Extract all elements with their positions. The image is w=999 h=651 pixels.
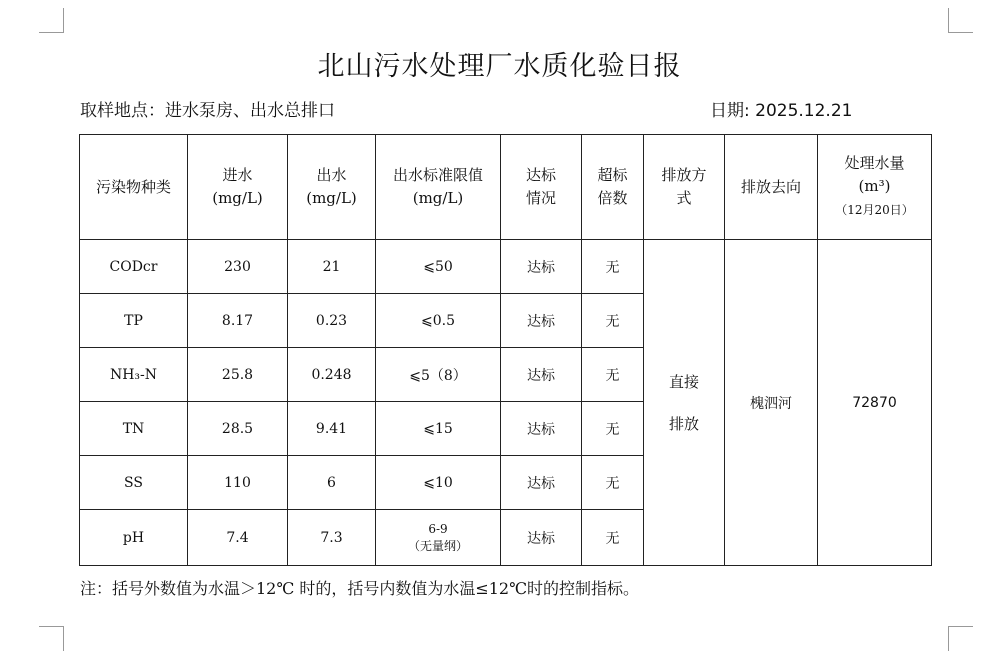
cell-limit: ⩽0.5 bbox=[376, 294, 501, 348]
footnote: 注：括号外数值为水温＞12℃ 时的，括号内数值为水温≤12℃时的控制指标。 bbox=[80, 579, 640, 598]
header-compliance: 达标 情况 bbox=[501, 135, 582, 240]
cell-limit: ⩽5（8） bbox=[376, 348, 501, 402]
cell-pollutant: TN bbox=[80, 402, 188, 456]
cell-limit: ⩽50 bbox=[376, 240, 501, 294]
cell-pollutant: pH bbox=[80, 510, 188, 566]
cell-compliance: 达标 bbox=[501, 348, 582, 402]
header-discharge-dest: 排放去向 bbox=[725, 135, 818, 240]
header-effluent: 出水 (mg/L) bbox=[288, 135, 376, 240]
cell-effluent: 9.41 bbox=[288, 402, 376, 456]
header-influent: 进水 (mg/L) bbox=[188, 135, 288, 240]
cell-compliance: 达标 bbox=[501, 456, 582, 510]
header-discharge-method: 排放方 式 bbox=[644, 135, 725, 240]
cell-compliance: 达标 bbox=[501, 510, 582, 566]
cell-exceed: 无 bbox=[582, 348, 644, 402]
cell-effluent: 0.23 bbox=[288, 294, 376, 348]
header-limit: 出水标准限值 (mg/L) bbox=[376, 135, 501, 240]
header-exceed: 超标 倍数 bbox=[582, 135, 644, 240]
cell-effluent: 21 bbox=[288, 240, 376, 294]
cell-effluent: 6 bbox=[288, 456, 376, 510]
cell-exceed: 无 bbox=[582, 240, 644, 294]
header-treated-volume: 处理水量 (m³) （12月20日） bbox=[818, 135, 932, 240]
cell-exceed: 无 bbox=[582, 294, 644, 348]
page-corner-mark bbox=[39, 626, 64, 651]
cell-effluent: 0.248 bbox=[288, 348, 376, 402]
report-date: 日期: 2025.12.21 bbox=[710, 101, 853, 121]
cell-compliance: 达标 bbox=[501, 402, 582, 456]
page-corner-mark bbox=[39, 8, 64, 33]
cell-exceed: 无 bbox=[582, 456, 644, 510]
table-row bbox=[80, 240, 932, 294]
cell-discharge-method: 直接 排放 bbox=[644, 240, 725, 566]
table-header-row bbox=[80, 135, 932, 240]
report-title: 北山污水处理厂水质化验日报 bbox=[317, 51, 682, 82]
cell-exceed: 无 bbox=[582, 402, 644, 456]
cell-limit: ⩽15 bbox=[376, 402, 501, 456]
header-pollutant: 污染物种类 bbox=[80, 135, 188, 240]
cell-effluent: 7.3 bbox=[288, 510, 376, 566]
water-quality-table bbox=[79, 134, 932, 566]
cell-influent: 8.17 bbox=[188, 294, 288, 348]
cell-pollutant: SS bbox=[80, 456, 188, 510]
cell-limit: 6-9 （无量纲） bbox=[376, 510, 501, 566]
cell-limit: ⩽10 bbox=[376, 456, 501, 510]
cell-pollutant: CODcr bbox=[80, 240, 188, 294]
cell-influent: 230 bbox=[188, 240, 288, 294]
cell-influent: 28.5 bbox=[188, 402, 288, 456]
cell-treated-volume: 72870 bbox=[818, 240, 932, 566]
cell-discharge-dest: 槐泗河 bbox=[725, 240, 818, 566]
cell-exceed: 无 bbox=[582, 510, 644, 566]
cell-compliance: 达标 bbox=[501, 294, 582, 348]
page-corner-mark bbox=[948, 8, 973, 33]
cell-pollutant: NH₃-N bbox=[80, 348, 188, 402]
cell-pollutant: TP bbox=[80, 294, 188, 348]
cell-compliance: 达标 bbox=[501, 240, 582, 294]
page-corner-mark bbox=[948, 626, 973, 651]
cell-influent: 25.8 bbox=[188, 348, 288, 402]
cell-influent: 7.4 bbox=[188, 510, 288, 566]
cell-influent: 110 bbox=[188, 456, 288, 510]
sampling-point: 取样地点：进水泵房、出水总排口 bbox=[80, 101, 335, 121]
